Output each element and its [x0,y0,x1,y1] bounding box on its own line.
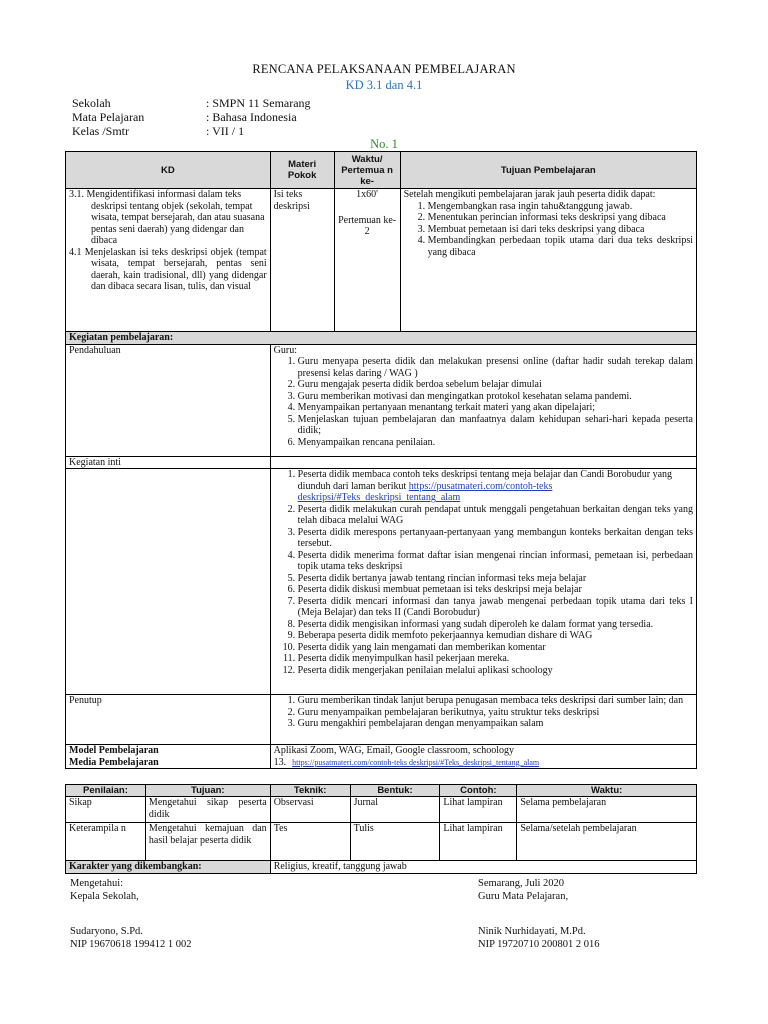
model-media-row [66,745,697,769]
teknik-header: Teknik: [270,785,350,797]
inti-item: 3. Peserta didik merespons pertanyaan-pertanyaan yang membangun konteks berkaitan dengan teks tersebut. [298,527,693,550]
tujuan-list [404,201,693,259]
penutup-row [66,695,697,745]
inti-item: 5. Peserta didik bertanya jawab tentang rincian informasi teks meja belajar [298,573,693,585]
materi-cell: Isi teks deskripsi [270,189,334,332]
contoh-header: Contoh: [440,785,517,797]
inti-item: 11. Peserta didik menyimpulkan hasil pekerjaan mereka. [298,653,693,665]
waktu-duration: 1x60' [356,189,378,200]
waktu-pertemuan: Pertemuan ke-2 [338,214,397,237]
media-link[interactable]: https://pusatmateri.com/contoh-teks deskripsi/#Teks_deskripsi_tentang_alam [292,757,540,767]
inti-item: 9. Beberapa peserta didik memfoto pekerjaannya kemudian dishare di WAG [298,630,693,642]
penilaian-header: Penilaian: [66,785,146,797]
header-tujuan: Tujuan Pembelajaran [400,152,696,189]
inti-list [274,469,693,676]
tujuan-item: 2. Menentukan perincian informasi teks deskripsi yang dibaca [428,212,693,224]
aspek-cell: Keterampila n [66,823,146,861]
penilaian-header-row [66,785,697,797]
info-value: : SMPN 11 Semarang [206,96,311,110]
signature-right-name-block [478,926,600,951]
signature-left-name: Sudaryono, S.Pd. [70,926,143,937]
pendahuluan-item: 2. Guru mengajak peserta didik berdoa sebelum belajar dimulai [298,379,693,391]
signature-right-name: Ninik Nurhidayati, M.Pd. [478,926,586,937]
kegiatan-label-row [66,332,697,345]
info-mapel [72,110,297,125]
inti-row [66,469,697,695]
tujuan-item: 3. Membuat pemetaan isi dari teks deskripsi yang dibaca [428,224,693,236]
signature-left-name-block [70,926,192,951]
tujuan-item: 1. Mengembangkan rasa ingin tahu&tanggung jawab. [428,201,693,213]
info-label: Sekolah [72,96,111,110]
penilaian-table [65,784,697,874]
pendahuluan-row [66,344,697,456]
model-value: Aplikasi Zoom, WAG, Email, Google classroom, schoology [273,745,515,756]
media-num: 13. [273,756,287,768]
table-row [66,823,697,861]
inti-content [270,469,696,695]
signature-left-nip: NIP 19670618 199412 1 002 [70,938,192,950]
info-sekolah [72,96,311,111]
teknik-cell: Observasi [270,797,350,823]
signature-right-line1: Semarang, Juli 2020 [478,878,565,889]
table-row [66,797,697,823]
number-label: No. 1 [370,137,398,151]
media-label: Media Pembelajaran [69,756,159,768]
info-value: : VII / 1 [206,124,245,138]
bentuk-cell: Jurnal [350,797,440,823]
model-label: Model Pembelajaran [69,745,159,756]
aspek-cell: Sikap [66,797,146,823]
penutup-list [274,695,693,730]
waktu-cell [334,189,400,332]
pendahuluan-item: 3. Guru memberikan motivasi dan mengingatkan protokol kesehatan selama pandemi. [298,391,693,403]
signature-left-line2: Kepala Sekolah, [70,890,139,902]
tujuan-cell: Mengetahui sikap peserta didik [145,797,270,823]
inti-item: 8. Peserta didik mengisikan informasi yang sudah diperoleh ke dalam format yang tersedia. [298,619,693,631]
kegiatan-label: Kegiatan pembelajaran: [66,332,697,345]
inti-item: 10. Peserta didik yang lain mengamati dan memberikan komentar [298,642,693,654]
inti-item [298,469,693,504]
inti-item-text: Peserta didik membaca contoh teks deskripsi tentang meja belajar dan Candi Borobudur yang diunduh dari laman berikut [297,469,673,492]
karakter-value: Religius, kreatif, tanggung jawab [270,861,696,874]
signature-right-nip: NIP 19720710 200801 2 016 [478,938,600,950]
inti-item: 6. Peserta didik diskusi membuat pemetaan isi teks deskripsi meja belajar [298,584,693,596]
pendahuluan-label: Pendahuluan [66,344,271,456]
bentuk-cell: Tulis [350,823,440,861]
contoh-cell: Lihat lampiran [440,823,517,861]
tujuan-cell: Mengetahui kemajuan dan hasil belajar peserta didik [145,823,270,861]
teknik-cell: Tes [270,823,350,861]
header-kd: KD [66,152,271,189]
model-media-values [270,745,696,769]
model-media-labels [66,745,271,769]
kd-list [69,189,267,293]
header-materi: Materi Pokok [270,152,334,189]
info-label: Kelas /Smtr [72,124,129,138]
waktu-header: Waktu: [517,785,697,797]
bentuk-header: Bentuk: [350,785,440,797]
penutup-item: 1. Guru memberikan tindak lanjut berupa penugasan membaca teks deskripsi dari sumber lain; dan [298,695,693,707]
kd-row [66,189,697,332]
karakter-row [66,861,697,874]
waktu-cell: Selama/setelah pembelajaran [517,823,697,861]
pendahuluan-list [274,356,693,448]
rpp-table [65,151,697,769]
inti-label: Kegiatan inti [66,456,271,469]
penutup-item: 2. Guru menyampaikan pembelajaran berikutnya, yaitu struktur teks deskripsi [298,707,693,719]
pendahuluan-guru: Guru: [273,344,298,356]
inti-item: 7. Peserta didik mencari informasi dan tanya jawab mengenai perbedaan topik utama dari teks I (Meja Belajar) dan teks II (Candi Borobudur) [298,596,693,619]
karakter-label: Karakter yang dikembangkan: [66,861,271,874]
pendahuluan-item: 6. Menyampaikan rencana penilaian. [298,437,693,449]
penutup-content [270,695,696,745]
contoh-cell: Lihat lampiran [440,797,517,823]
pendahuluan-item: 4. Menyampaikan pertanyaan menantang terkait materi yang akan dipelajari; [298,402,693,414]
tujuan-cell [400,189,696,332]
kd-cell [66,189,271,332]
document-title: RENCANA PELAKSANAAN PEMBELAJARAN [252,62,516,76]
table-header-row [66,152,697,189]
waktu-cell: Selama pembelajaran [517,797,697,823]
pendahuluan-item: 5. Menjelaskan tujuan pembelajaran dan manfaatnya dalam kehidupan sehari-hari kepada peserta didik; [298,414,693,437]
signature-left-line1: Mengetahui: [70,878,124,889]
tujuan-intro: Setelah mengikuti pembelajaran jarak jauh peserta didik dapat: [403,189,656,200]
header-waktu: Waktu/ Pertemua n ke- [334,152,400,189]
inti-item: 4. Peserta didik menerima format daftar isian mengenai rincian informasi, pemetaan isi, perbedaan topik utama teks deskripsi [298,550,693,573]
pendahuluan-content [270,344,696,456]
penutup-item: 3. Guru mengakhiri pembelajaran dengan menyampaikan salam [298,718,693,730]
signature-left [70,878,139,903]
kd-item: 4.1 Menjelaskan isi teks deskripsi objek (tempat wisata, tempat bersejarah, pentas seni daerah, kain tradisional, dll) yang didengar dan dibaca secara lisan, tulis, dan visual [69,246,267,292]
inti-item-link[interactable]: https://pusatmateri.com/contoh-teks deskripsi/#Teks_deskripsi_tentang_alam [297,480,553,503]
inti-item: 12. Peserta didik mengerjakan penilaian melalui aplikasi schoology [298,665,693,677]
media-value [274,757,693,769]
pendahuluan-item: 1. Guru menyapa peserta didik dan melakukan presensi online (daftar hadir sudah terekap dalam presensi kelas daring / WAG ) [298,356,693,379]
inti-label-row [66,456,697,469]
info-label: Mata Pelajaran [72,110,145,124]
tujuan-item: 4. Membandingkan perbedaan topik utama dari dua teks deskripsi yang dibaca [428,235,693,258]
tujuan-header: Tujuan: [145,785,270,797]
kd-item: 3.1. Mengidentifikasi informasi dalam teks deskripsi tentang objek (sekolah, tempat wisata, tempat bersejarah, dan atau suasana pentas seni daerah) yang didengar dan dibaca [69,189,265,246]
penutup-label: Penutup [66,695,271,745]
document-subtitle: KD 3.1 dan 4.1 [345,78,423,92]
signature-right [478,878,568,903]
info-value: : Bahasa Indonesia [206,110,297,124]
signature-right-line2: Guru Mata Pelajaran, [478,890,569,902]
inti-item: 2. Peserta didik melakukan curah pendapat untuk menggali pengetahuan berkaitan dengan teks yang telah dibaca melalui WAG [298,504,693,527]
